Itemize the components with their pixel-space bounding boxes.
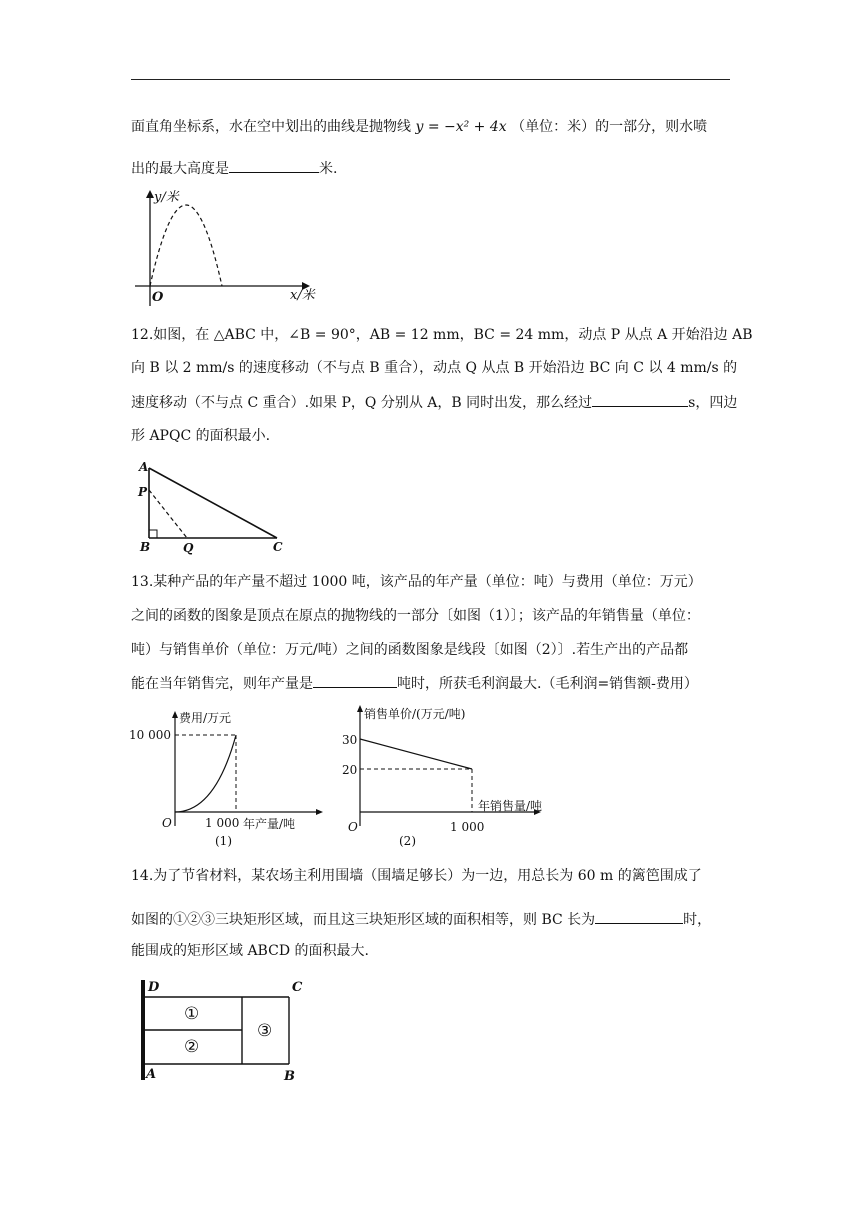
q12-line-3: 速度移动（不与点 C 重合）.如果 P，Q 分别从 A，B 同时出发，那么经过 s，四边 xyxy=(131,392,741,413)
q14-line-3: 能围成的矩形区域 ABCD 的面积最大. xyxy=(131,943,369,959)
q14-region-2: ② xyxy=(184,1037,200,1057)
header-rule xyxy=(131,79,730,80)
q14-region-3: ③ xyxy=(257,1021,273,1041)
q14-fence-figure xyxy=(134,974,314,1086)
q14-label-C: C xyxy=(292,980,303,995)
q12-label-B: B xyxy=(140,540,151,554)
q11-x-axis-label: x/米 xyxy=(290,288,315,303)
q13-fig1-x-tick: 1 000 xyxy=(205,816,240,830)
q13-figure-2 xyxy=(338,700,568,850)
q12-label-Q: Q xyxy=(183,541,194,555)
q12-line-2: 向 B 以 2 mm/s 的速度移动（不与点 B 重合），动点 Q 从点 B 开始沿边 BC 向 C 以 4 mm/s 的 xyxy=(131,360,738,376)
q12-line-1: 12.如图，在 △ABC 中，∠B = 90°，AB = 12 mm，BC = 24 mm，动点 P 从点 A 开始沿边 AB xyxy=(131,327,753,343)
q13-fig2-x-label: 年销售量/吨 xyxy=(478,799,543,813)
q14-label-D: D xyxy=(148,980,160,995)
q14-line-1: 14.为了节省材料，某农场主利用围墙（围墙足够长）为一边，用总长为 60 m 的篱笆围成了 xyxy=(131,868,702,884)
q13-fig1-x-label: 年产量/吨 xyxy=(243,817,296,831)
q12-label-A: A xyxy=(139,460,149,474)
q12-line-4: 形 APQC 的面积最小. xyxy=(131,428,271,444)
q13-line-3: 吨）与销售单价（单位：万元/吨）之间的函数图象是线段〔如图（2）〕.若生产出的产品都 xyxy=(131,642,689,658)
q11-line-2: 出的最大高度是 米. xyxy=(131,158,741,179)
q14-label-A: A xyxy=(146,1067,157,1082)
q13-line-1: 13.某种产品的年产量不超过 1000 吨，该产品的年产量（单位：吨）与费用（单位：万元） xyxy=(131,574,702,590)
answer-blank-11[interactable] xyxy=(229,158,319,173)
parabola-formula: y = −x² + 4x xyxy=(415,119,507,135)
q12-label-C: C xyxy=(273,540,283,554)
q13-fig2-x-tick: 1 000 xyxy=(450,820,485,834)
q11-origin-label: O xyxy=(152,290,164,305)
answer-blank-13[interactable] xyxy=(313,673,397,688)
q13-line-2: 之间的函数的图象是顶点在原点的抛物线的一部分〔如图（1）〕；该产品的年销售量（单位： xyxy=(131,608,700,624)
q11-y-axis-label: y/米 xyxy=(154,190,179,205)
q13-fig2-origin: O xyxy=(348,820,358,834)
q13-fig2-y-tick-20: 20 xyxy=(342,763,358,777)
answer-blank-14[interactable] xyxy=(595,909,683,924)
q14-region-1: ① xyxy=(184,1004,200,1024)
q13-fig2-caption: (2) xyxy=(399,834,416,848)
q14-line-2: 如图的①②③三块矩形区域，而且这三块矩形区域的面积相等，则 BC 长为 时， xyxy=(131,909,741,930)
q11-figure xyxy=(130,186,330,311)
q13-fig1-y-tick: 10 000 xyxy=(129,728,171,742)
q13-fig1-caption: (1) xyxy=(215,834,232,848)
q13-figure-1 xyxy=(125,704,325,854)
q13-line-4: 能在当年销售完，则年产量是 吨时，所获毛利润最大.（毛利润=销售额-费用） xyxy=(131,673,741,694)
q13-fig1-origin: O xyxy=(162,816,172,830)
q11-line-1: 面直角坐标系，水在空中划出的曲线是抛物线 y = −x² + 4x （单位：米）的一部分，则水喷 xyxy=(131,119,708,135)
q12-label-P: P xyxy=(138,485,148,499)
q14-label-B: B xyxy=(284,1069,295,1084)
q13-fig1-y-label: 费用/万元 xyxy=(179,711,232,725)
answer-blank-12[interactable] xyxy=(592,392,688,407)
q13-fig2-y-label: 销售单价/(万元/吨) xyxy=(364,707,466,721)
q13-fig2-y-tick-30: 30 xyxy=(342,733,358,747)
q12-triangle-figure xyxy=(135,460,295,555)
